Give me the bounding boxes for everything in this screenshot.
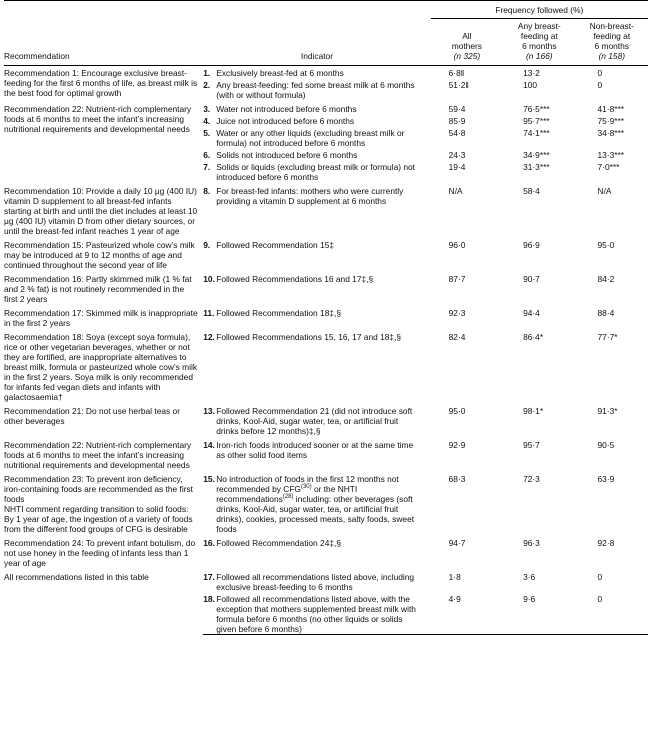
indicator-number: 1. [203, 68, 211, 78]
indicator-text: For breast-fed infants: mothers who were currently providing a vitamin D supplement at 6 months [216, 186, 404, 206]
non-bf-value: 0 [597, 572, 603, 582]
non-bf-value: 84·2 [597, 274, 615, 284]
indicator-cell [203, 66, 430, 79]
recommendation-text: Recommendation 18: Soya (except soya formula), rice or other vegetarian beverages, whether or not they are fortified, are inappropriate alternatives to breast milk, formula or pasteurized whole cow’s milk in the first 2 years. Soya milk is only recommended for infants fed vegan diets and infants with galactosaemia† [4, 332, 198, 402]
indicator-text: Solids not introduced before 6 months [216, 150, 358, 160]
indicator-cell [203, 568, 430, 592]
recommendation-text: Recommendation 21: Do not use herbal teas or other beverages [4, 406, 180, 426]
all-mothers-value: 82·4 [448, 332, 466, 342]
indicator-cell [203, 304, 430, 328]
all-mothers-value: 51·2‖ [448, 80, 469, 90]
all-mothers-value: 92·3 [448, 308, 466, 318]
recommendation-cell [4, 436, 203, 470]
all-mothers-value: 59·4 [448, 104, 466, 114]
indicator-text: Followed Recommendations 15, 16, 17 and 18‡,§ [216, 332, 402, 342]
indicator-text: Any breast-feeding: fed some breast milk at 6 months (with or without formula) [216, 80, 415, 100]
non-bf-value: 92·8 [597, 538, 615, 548]
non-bf-value: 7·0*** [597, 162, 620, 172]
any-bf-value: 94·4 [523, 308, 540, 318]
non-bf-value: 0 [597, 68, 603, 78]
recommendation-text: Recommendation 15: Pasteurized whole cow’s milk may be introduced at 9 to 12 months of age and continued throughout the second year of life [4, 240, 195, 270]
indicator-text: Juice not introduced before 6 months [216, 116, 355, 126]
recommendation-cell [4, 568, 203, 635]
indicator-text: Followed Recommendation 15‡ [216, 240, 335, 250]
table-row [4, 182, 648, 236]
recommendation-text: Recommendation 17: Skimmed milk is inappropriate in the first 2 years [4, 308, 198, 328]
all-mothers-value: 1·8 [448, 572, 461, 582]
indicator-cell [203, 148, 430, 160]
non-bf-value: 88·4 [597, 308, 615, 318]
recommendation-text: All recommendations listed in this table [4, 572, 149, 582]
indicator-cell [203, 592, 430, 635]
table-container [4, 0, 648, 635]
indicator-number: 9. [203, 240, 211, 250]
all-mothers-value: 4·9 [431, 592, 503, 635]
any-bf-value: 100 [523, 80, 538, 90]
any-bf-line-2: feeding at [520, 31, 558, 41]
any-bf-line-3: 6 months [522, 41, 557, 51]
indicator-text: Followed Recommendation 21 (did not introduce soft drinks, Kool-Aid, sugar water, tea, or artificial fruit drinks before 12 months)‡,§ [216, 406, 413, 436]
non-bf-line-2: feeding at [593, 31, 631, 41]
indicator-cell [203, 114, 430, 126]
any-bf-line-1: Any breast- [517, 21, 561, 31]
indicator-text: No introduction of foods in the first 12 months not recommended by CFG$^{(30)}$ or the NHTI recommendations$^{(28)}$ including: other beverages (soft drinks, Kool-Aid, sugar water, tea, or artificial fruit drinks), cookies, processed meats, salty foods, sweet foods [216, 474, 415, 534]
non-bf-value: 77·7* [597, 332, 618, 342]
recommendation-cell [4, 402, 203, 436]
recommendation-text: Recommendation 24: To prevent infant botulism, do not use honey in the feeding of infants less than 1 year of age [4, 538, 196, 568]
indicator-text: Followed Recommendation 18‡,§ [216, 308, 342, 318]
indicator-cell [203, 470, 430, 534]
table-row [4, 66, 648, 79]
non-bf-value: 63·9 [597, 474, 615, 484]
recommendation-header: Recommendation [4, 51, 70, 61]
any-bf-value: 98·1* [523, 406, 544, 416]
indicator-cell [203, 126, 430, 148]
any-bf-value: 31·3*** [523, 162, 550, 172]
indicator-text: Water or any other liquids (excluding breast milk or formula) not introduced before 6 months [216, 128, 405, 148]
any-bf-value: 13·2 [523, 68, 540, 78]
indicator-number: 12. [203, 332, 215, 342]
indicator-number: 18. [203, 594, 215, 604]
table-row [4, 100, 648, 114]
table-row [4, 328, 648, 402]
table-row [4, 568, 648, 592]
table-row [4, 236, 648, 270]
non-bf-value: 41·8*** [597, 104, 625, 114]
any-bf-value: 74·1*** [523, 128, 550, 138]
recommendation-cell [4, 236, 203, 270]
indicator-number: 5. [203, 128, 211, 138]
any-bf-value: 58·4 [523, 186, 540, 196]
indicator-text: Solids or liquids (excluding breast milk or formula) not introduced before 6 months [216, 162, 415, 182]
all-mothers-value: 92·9 [448, 440, 466, 450]
all-mothers-value: N/A [448, 186, 463, 196]
recommendation-cell [4, 328, 203, 402]
recommendation-cell [4, 66, 203, 101]
recommendation-comment: NHTI comment regarding transition to solid foods: By 1 year of age, the ingestion of a variety of foods from the different food groups of CFG is desirable [4, 504, 193, 534]
any-bf-value: 34·9*** [523, 150, 550, 160]
all-mothers-value: 24·3 [448, 150, 466, 160]
indicator-text: Iron-rich foods introduced sooner or at the same time as other solid food items [216, 440, 414, 460]
table-row [4, 436, 648, 470]
indicator-cell [203, 100, 430, 114]
non-bf-value: 90·5 [597, 440, 615, 450]
indicator-cell [203, 78, 430, 100]
indicator-number: 7. [203, 162, 211, 172]
all-mothers-value: 68·3 [448, 474, 466, 484]
indicator-text: Exclusively breast-fed at 6 months [216, 68, 344, 78]
all-mothers-line-3: (n 325) [453, 51, 481, 61]
all-mothers-header [431, 19, 503, 66]
indicator-number: 2. [203, 80, 211, 90]
non-bf-value: 34·8*** [597, 128, 625, 138]
indicator-number: 3. [203, 104, 211, 114]
indicator-number: 11. [203, 308, 215, 318]
indicator-number: 8. [203, 186, 211, 196]
table-row [4, 270, 648, 304]
table-row [4, 402, 648, 436]
recommendation-text: Recommendation 16: Partly skimmed milk (1 % fat and 2 % fat) is not routinely recommended in the first 2 years [4, 274, 192, 304]
any-bf-line-4: (n 166) [526, 51, 553, 61]
non-bf-line-1: Non-breast- [589, 21, 634, 31]
non-bf-value: 95·0 [597, 240, 615, 250]
indicator-cell [203, 534, 430, 568]
all-mothers-value: 94·7 [448, 538, 466, 548]
any-bf-header [503, 19, 575, 66]
all-mothers-value: 87·7 [448, 274, 466, 284]
table-row [4, 470, 648, 534]
any-bf-value: 95·7*** [523, 116, 550, 126]
indicator-header: Indicator [300, 51, 333, 61]
indicator-cell [203, 236, 430, 270]
all-mothers-value: 85·9 [448, 116, 466, 126]
recommendation-cell [4, 270, 203, 304]
recommendation-cell [4, 534, 203, 568]
recommendation-text: Recommendation 22: Nutrient-rich complementary foods at 6 months to meet the infant’s increasing nutritional requirements and developmental needs [4, 104, 192, 134]
any-bf-value: 90·7 [523, 274, 540, 284]
indicator-text: Followed all recommendations listed above, with the exception that mothers supplemented breast milk with formula before 6 months (no other liquids or solids given before 6 months) [216, 594, 416, 634]
all-mothers-value: 95·0 [448, 406, 466, 416]
any-bf-value: 86·4* [523, 332, 544, 342]
recommendation-text: Recommendation 1: Encourage exclusive breast-feeding for the first 6 months of life, as breast milk is the best food for optimal growth [4, 68, 198, 98]
non-bf-value: 91·3* [597, 406, 618, 416]
any-bf-value: 96·9 [523, 240, 540, 250]
any-bf-value: 9·6 [503, 592, 575, 635]
recommendation-cell [4, 182, 203, 236]
indicator-number: 4. [203, 116, 211, 126]
table-row [4, 534, 648, 568]
non-bf-value: 13·3*** [597, 150, 625, 160]
non-bf-value: N/A [597, 186, 612, 196]
recommendations-table [4, 0, 648, 635]
recommendation-cell [4, 304, 203, 328]
indicator-text: Followed Recommendation 24‡,§ [216, 538, 342, 548]
non-bf-value: 75·9*** [597, 116, 625, 126]
indicator-text: Water not introduced before 6 months [216, 104, 357, 114]
non-bf-header [576, 19, 648, 66]
indicator-number: 17. [203, 572, 215, 582]
recommendation-text: Recommendation 22: Nutrient-rich complementary foods at 6 months to meet the infant’s increasing nutritional requirements and developmental needs [4, 440, 192, 470]
indicator-number: 10. [203, 274, 215, 284]
indicator-number: 6. [203, 150, 211, 160]
indicator-cell [203, 436, 430, 470]
any-bf-value: 3·6 [523, 572, 536, 582]
any-bf-value: 72·3 [523, 474, 540, 484]
indicator-number: 15. [203, 474, 215, 484]
any-bf-value: 95·7 [523, 440, 540, 450]
all-mothers-value: 54·8 [448, 128, 466, 138]
indicator-cell [203, 270, 430, 304]
indicator-cell [203, 160, 430, 182]
indicator-number: 14. [203, 440, 215, 450]
recommendation-text: Recommendation 10: Provide a daily 10 μg (400 IU) vitamin D supplement to all breast-fed infants starting at birth and until the diet includes at least 10 μg (400 IU) vitamin D from other dietary sources, or until the breast-fed infant reaches 1 year of age [4, 186, 198, 236]
recommendation-cell [4, 100, 203, 182]
recommendation-cell [4, 470, 203, 534]
all-mothers-value: 6·8‖ [448, 68, 465, 78]
recommendation-text: Recommendation 23: To prevent iron deficiency, iron-containing foods are recommended as the first foods [4, 474, 194, 504]
table-row [4, 304, 648, 328]
non-bf-line-4: (n 158) [598, 51, 626, 61]
non-bf-value: 0 [597, 80, 603, 90]
indicator-text: Followed Recommendations 16 and 17‡,§ [216, 274, 374, 284]
indicator-text: Followed all recommendations listed above, including exclusive breast-feeding to 6 months [216, 572, 415, 592]
non-bf-value: 0 [576, 592, 648, 635]
indicator-cell [203, 328, 430, 402]
indicator-number: 13. [203, 406, 215, 416]
frequency-header: Frequency followed (%) [431, 1, 648, 19]
indicator-cell [203, 182, 430, 236]
all-mothers-value: 19·4 [448, 162, 466, 172]
indicator-cell [203, 402, 430, 436]
all-mothers-value: 96·0 [448, 240, 466, 250]
any-bf-value: 76·5*** [523, 104, 550, 114]
table-head [4, 1, 648, 66]
indicator-number: 16. [203, 538, 215, 548]
all-mothers-line-2: mothers [451, 41, 482, 51]
non-bf-line-3: 6 months [594, 41, 629, 51]
all-mothers-line-1: All [462, 31, 472, 41]
table-body [4, 66, 648, 635]
any-bf-value: 96·3 [523, 538, 540, 548]
